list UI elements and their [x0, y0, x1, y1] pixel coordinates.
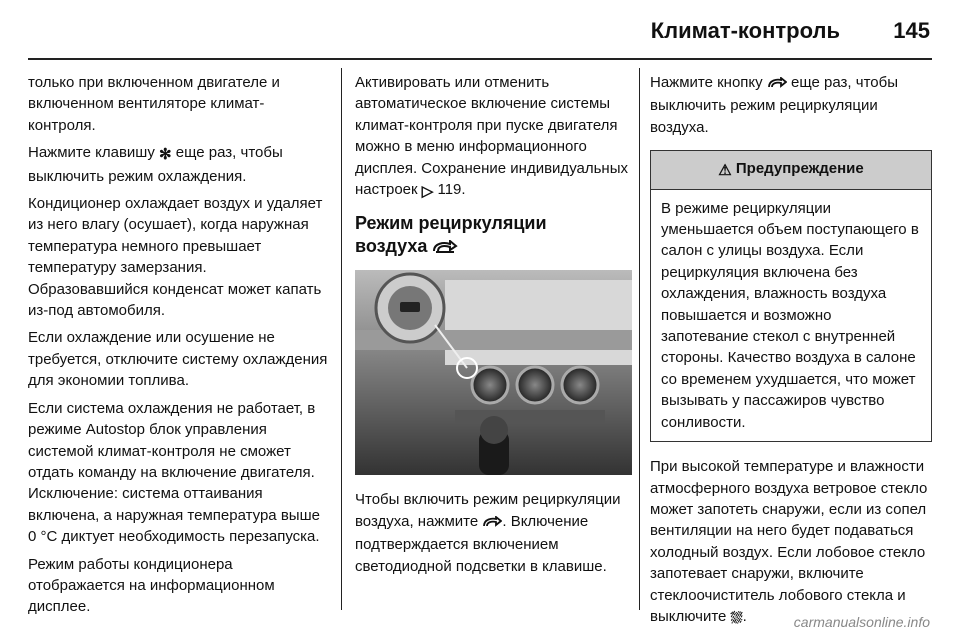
text-span: . [742, 607, 747, 625]
recirculation-icon [767, 74, 787, 95]
text-span: еще раз, чтобы выключить режим рециркуляции воздуха. [650, 74, 898, 136]
text-span: Нажмите клавишу [28, 144, 159, 162]
text-column-3 [650, 72, 932, 635]
column-divider-2 [639, 68, 640, 610]
paragraph: Режим работы кондиционера отображается на информационном дисплее. [28, 555, 275, 616]
paragraph: Если система охлаждения не работает, в режиме Autostop блок управления системой климат-контроля не сможет отдать команду на включение двигателя. Исключение: система оттаивания включена, а наружная температура выше 0 °C диктует необходимость перезапуска. [28, 399, 320, 546]
heading-line: Режим рециркуляции [355, 213, 547, 234]
watermark: carmanualsonline.info [793, 614, 930, 630]
text-span: еще раз, чтобы выключить режим охлаждения. [28, 144, 283, 185]
text-span: При высокой температуре и влажности атмосферного воздуха ветровое стекло может запотеть снаружи, если из сопел вентиляции на него будет подаваться холодный воздух. Если лобовое стекло запотевает снаружи, включите стеклоочиститель лобового стекла и выключите [650, 458, 928, 625]
paragraph [355, 489, 632, 577]
paragraph: Кондиционер охлаждает воздух и удаляет из него влагу (осушает), когда наружная температура немного превышает температуру замерзания. Образовавшийся конденсат может капать из-под автомобиля. [28, 195, 323, 320]
text-span: . Включение подтверждается включением светодиодной подсветки в клавише. [355, 512, 607, 575]
wiper-icon: ⛆ [730, 609, 743, 627]
heading-line: воздуха [355, 236, 433, 257]
reference-arrow-icon: ▷ [421, 183, 434, 201]
paragraph: Если охлаждение или осушение не требуется, отключите систему охлаждения для экономии топлива. [28, 329, 328, 390]
paragraph [650, 456, 932, 629]
paragraph [28, 142, 328, 187]
header-divider [28, 58, 932, 60]
page-reference: 119. [433, 181, 466, 199]
warning-text: В режиме рециркуляции уменьшается объем поступающего в салон с улицы воздуха. Если рециркуляция включена без охлаждения, влажность воздуха повышается и возможно запотевание стекол с внутренней стороны. Качество воздуха в салоне со временем ухудшается, что может вызывать у пассажиров чувство сонливости. [661, 199, 919, 431]
warning-header [651, 151, 931, 189]
page-number: 145 [893, 18, 930, 43]
text-column-1 [28, 72, 328, 624]
text-span: Активировать или отменить автоматическое включение системы климат-контроля при пуске двигателя можно в меню информационного дисплея. Сохранение индивидуальных настроек [355, 74, 628, 199]
warning-box [650, 150, 932, 442]
dashboard-photo [355, 270, 632, 475]
column-divider-1 [341, 68, 342, 610]
recirculation-icon [482, 513, 502, 534]
paragraph [355, 72, 632, 202]
warning-triangle-icon: ⚠ [718, 162, 732, 180]
paragraph: только при включенном двигателе и включенном вентиляторе климат-контроля. [28, 74, 280, 134]
text-span: Чтобы включить режим рециркуляции воздуха, нажмите [355, 491, 621, 530]
section-heading [355, 212, 632, 260]
page-header-title: Климат-контроль [650, 18, 840, 43]
recirculation-icon [432, 237, 458, 260]
paragraph [650, 72, 932, 138]
text-column-2 [355, 72, 632, 583]
snowflake-icon: ✻ [159, 146, 172, 164]
text-span: Нажмите кнопку [650, 74, 767, 91]
warning-title: Предупреждение [735, 160, 864, 178]
